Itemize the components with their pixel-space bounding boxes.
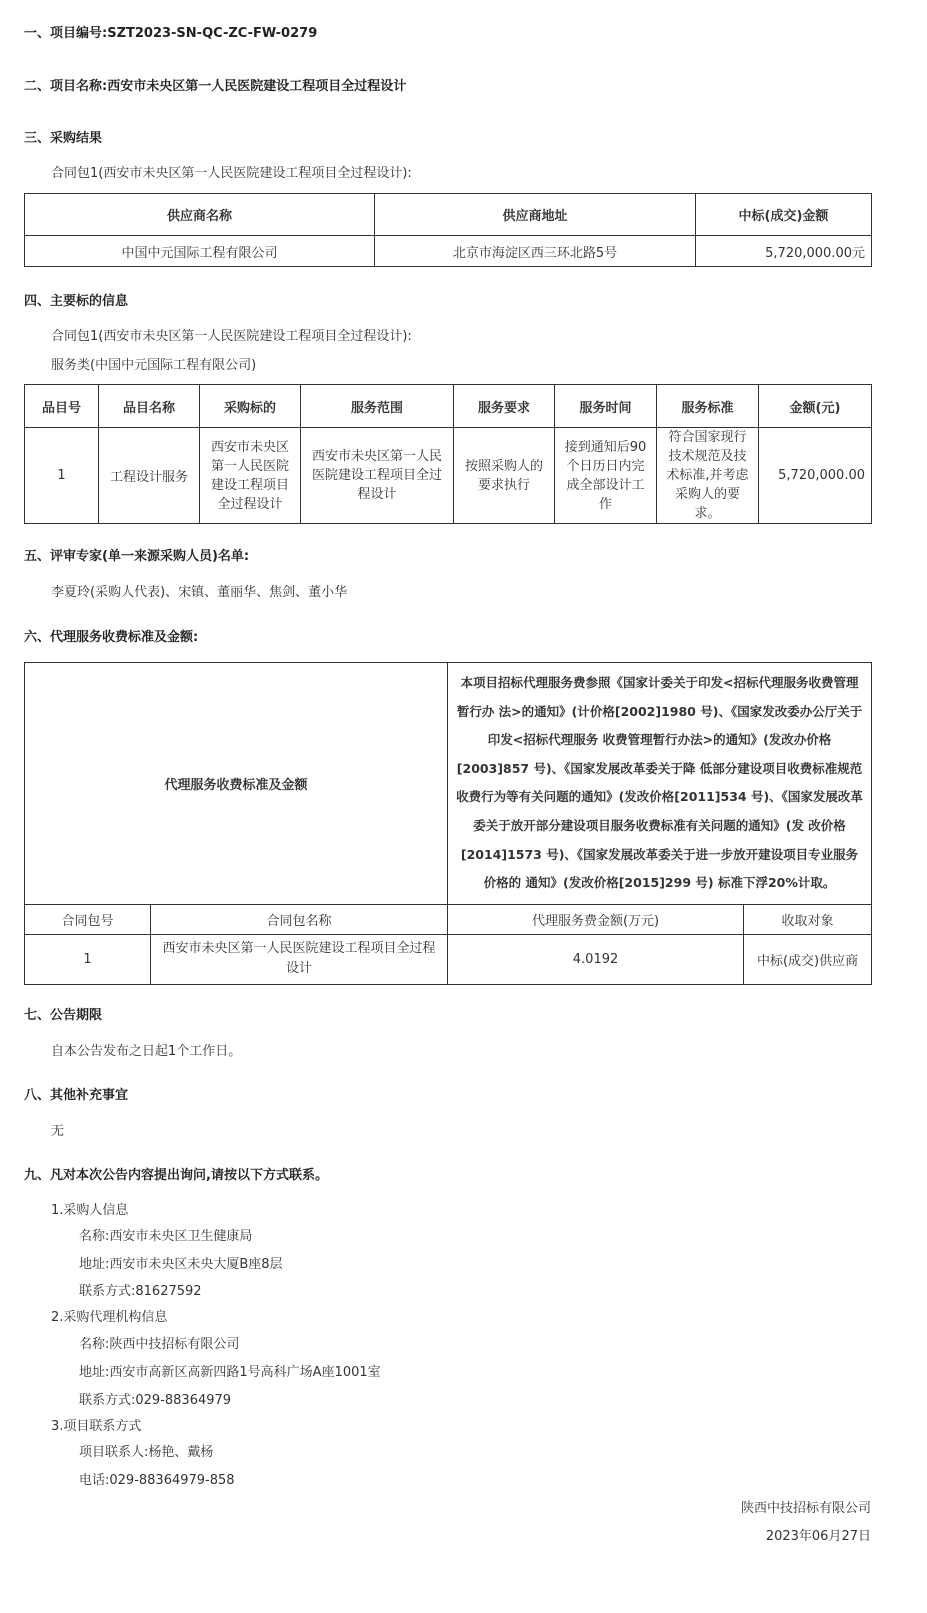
supplier-name: 中国中元国际工程有限公司 bbox=[25, 236, 375, 267]
header-amount: 金额(元) bbox=[759, 385, 872, 428]
bid-amount: 5,720,000.00元 bbox=[696, 236, 872, 267]
agent-title: 2.采购代理机构信息 bbox=[51, 1310, 168, 1325]
purchase-subject: 西安市未央区第一人民医院建设工程项目全过程设计 bbox=[200, 428, 301, 524]
header-item-no: 品目号 bbox=[25, 385, 99, 428]
header-fee-amount: 代理服务费金额(万元) bbox=[448, 904, 744, 934]
project-contact-title: 3.项目联系方式 bbox=[51, 1419, 142, 1434]
header-charge-target: 收取对象 bbox=[744, 904, 872, 934]
buyer-name: 名称:西安市未央区卫生健康局 bbox=[79, 1229, 253, 1244]
header-supplier-name: 供应商名称 bbox=[25, 194, 375, 236]
section-heading-other: 八、其他补充事宜 bbox=[24, 1088, 129, 1103]
table-row bbox=[25, 236, 872, 267]
section-heading-main-items: 四、主要标的信息 bbox=[24, 294, 129, 309]
table-row bbox=[25, 428, 872, 524]
fee-standard-row bbox=[25, 663, 872, 905]
agent-name: 名称:陕西中技招标有限公司 bbox=[79, 1337, 240, 1352]
table-header-row bbox=[25, 904, 872, 934]
header-package-no: 合同包号 bbox=[25, 904, 151, 934]
project-name bbox=[24, 75, 406, 94]
service-standard: 符合国家现行技术规范及技术标准,并考虑采购人的要求。 bbox=[657, 428, 759, 524]
project-number-value: SZT2023-SN-QC-ZC-FW-0279 bbox=[107, 26, 318, 41]
project-number-label: 一、项目编号: bbox=[24, 26, 108, 41]
agency-fee-table bbox=[24, 662, 872, 985]
table-header-row bbox=[25, 385, 872, 428]
buyer-phone: 联系方式:81627592 bbox=[79, 1284, 202, 1299]
header-supplier-address: 供应商地址 bbox=[375, 194, 696, 236]
header-package-name: 合同包名称 bbox=[151, 904, 448, 934]
header-purchase-subject: 采购标的 bbox=[200, 385, 301, 428]
agent-phone: 联系方式:029-88364979 bbox=[79, 1393, 232, 1408]
fee-standard-label: 代理服务收费标准及金额 bbox=[25, 663, 448, 905]
table-row bbox=[25, 934, 872, 984]
section-heading-agency-fee: 六、代理服务收费标准及金额: bbox=[24, 630, 199, 645]
project-contact-phone: 电话:029-88364979-858 bbox=[79, 1473, 235, 1488]
signature-org: 陕西中技招标有限公司 bbox=[740, 1501, 871, 1516]
signature-date: 2023年06月27日 bbox=[765, 1529, 871, 1544]
items-package-label: 合同包1(西安市未央区第一人民医院建设工程项目全过程设计): bbox=[51, 329, 412, 344]
section-heading-experts: 五、评审专家(单一来源采购人员)名单: bbox=[24, 549, 250, 564]
project-name-label: 二、项目名称: bbox=[24, 79, 108, 94]
service-scope: 西安市未央区第一人民医院建设工程项目全过程设计 bbox=[301, 428, 454, 524]
result-table bbox=[24, 193, 872, 267]
item-name: 工程设计服务 bbox=[99, 428, 200, 524]
section-heading-result: 三、采购结果 bbox=[24, 131, 103, 146]
other-text: 无 bbox=[51, 1124, 65, 1139]
header-item-name: 品目名称 bbox=[99, 385, 200, 428]
project-number bbox=[24, 22, 317, 41]
header-service-scope: 服务范围 bbox=[301, 385, 454, 428]
items-table bbox=[24, 384, 872, 524]
header-service-time: 服务时间 bbox=[555, 385, 657, 428]
charge-target: 中标(成交)供应商 bbox=[744, 934, 872, 984]
section-heading-notice-period: 七、公告期限 bbox=[24, 1008, 103, 1023]
buyer-address: 地址:西安市未央区未央大厦B座8层 bbox=[79, 1257, 283, 1272]
buyer-title: 1.采购人信息 bbox=[51, 1203, 129, 1218]
header-bid-amount: 中标(成交)金额 bbox=[696, 194, 872, 236]
result-package-label: 合同包1(西安市未央区第一人民医院建设工程项目全过程设计): bbox=[51, 166, 412, 181]
header-service-requirement: 服务要求 bbox=[454, 385, 555, 428]
service-requirement: 按照采购人的要求执行 bbox=[454, 428, 555, 524]
package-name: 西安市未央区第一人民医院建设工程项目全过程设计 bbox=[151, 934, 448, 984]
items-category-label: 服务类(中国中元国际工程有限公司) bbox=[51, 358, 257, 373]
item-no: 1 bbox=[25, 428, 99, 524]
agent-address: 地址:西安市高新区高新四路1号高科广场A座1001室 bbox=[79, 1365, 381, 1380]
supplier-address: 北京市海淀区西三环北路5号 bbox=[375, 236, 696, 267]
table-header-row bbox=[25, 194, 872, 236]
experts-list: 李夏玲(采购人代表)、宋镇、董丽华、焦剑、董小华 bbox=[51, 585, 348, 600]
section-heading-contact: 九、凡对本次公告内容提出询问,请按以下方式联系。 bbox=[24, 1168, 328, 1183]
project-name-value: 西安市未央区第一人民医院建设工程项目全过程设计 bbox=[107, 79, 407, 94]
header-service-standard: 服务标准 bbox=[657, 385, 759, 428]
fee-amount: 4.0192 bbox=[448, 934, 744, 984]
project-contact-person: 项目联系人:杨艳、戴杨 bbox=[79, 1445, 214, 1460]
service-time: 接到通知后90个日历日内完成全部设计工作 bbox=[555, 428, 657, 524]
fee-standard-text: 本项目招标代理服务费参照《国家计委关于印发<招标代理服务收费管理暂行办 法>的通知》(计价格[2002]1980 号)、《国家发改委办公厅关于印发<招标代理服务 收费管理暂行办法>的通知》(发改办价格[2003]857 号)、《国家发展改革委关于降 低部分建设项目收费标准规范收费行为等有关问题的通知》(发改价格[2011]534 号)、《国家发展改革委关于放开部分建设项目服务收费标准有关问题的通知》(发 改价格[2014]1573 号)、《国家发展改革委关于进一步放开建设项目专业服务价格的 通知》(发改价格[2015]299 号) 标准下浮20%计取。 bbox=[448, 663, 872, 905]
item-amount: 5,720,000.00 bbox=[759, 428, 872, 524]
package-no: 1 bbox=[25, 934, 151, 984]
notice-period-text: 自本公告发布之日起1个工作日。 bbox=[51, 1044, 242, 1059]
